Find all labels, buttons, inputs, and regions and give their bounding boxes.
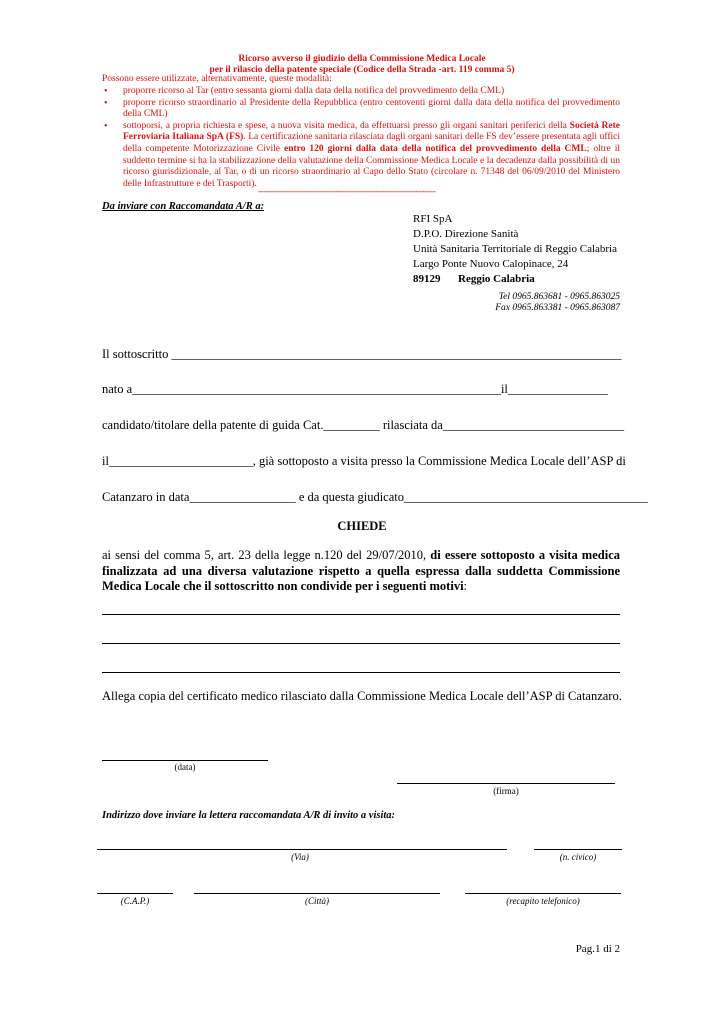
- judgment-field[interactable]: Catanzaro in data_________________ e da questa giudicato_______________________________________: [102, 490, 648, 504]
- bullet-icon: •: [104, 97, 108, 109]
- recipient-cap: 89129: [413, 273, 441, 285]
- send-to-label: Da inviare con Raccomandata A/R a:: [102, 201, 265, 212]
- list-item: • proporre ricorso straordinario al Presidente della Repubblica (entro centoventi giorni dalla data della notifica del provvedimento della CML): [104, 97, 620, 120]
- cap-caption: (C.A.P.): [120, 896, 150, 906]
- city-caption: (Città): [305, 896, 329, 906]
- city-line[interactable]: [194, 893, 440, 894]
- attachment-note: Allega copia del certificato medico rilasciato dalla Commissione Medica Locale dell’ASP di Catanzaro.: [102, 689, 622, 703]
- phone-numbers: Tel 0965.863681 - 0965.863025: [498, 292, 620, 302]
- recipient-dept: D.P.O. Direzione Sanità: [413, 228, 519, 240]
- options-list: [104, 86, 620, 190]
- phone-line[interactable]: [465, 893, 621, 894]
- date-signature-line[interactable]: [102, 760, 268, 761]
- bullet-icon: •: [104, 120, 108, 132]
- list-item: • proporre ricorso al Tar (entro sessanta giorni dalla data della notifica del provvedimento della CML): [104, 86, 505, 97]
- birthplace-field[interactable]: nato a___________________________________________________________il________________: [102, 382, 608, 396]
- street-caption: (Via): [291, 852, 309, 862]
- sottoscritto-field[interactable]: Il sottoscritto ________________________________________________________________________: [102, 347, 622, 361]
- visit-date-field[interactable]: il_______________________, già sottoposto a visita presso la Commissione Medica Locale dell’ASP di: [102, 454, 626, 468]
- phone-caption: (recapito telefonico): [506, 896, 580, 906]
- license-field[interactable]: candidato/titolare della patente di guida Cat._________ rilasciata da_____________________________: [102, 418, 625, 432]
- bullet-icon: •: [104, 86, 108, 97]
- reason-line-2[interactable]: [102, 643, 620, 644]
- doc-title-line2: per il rilascio della patente speciale (Codice della Strada -art. 119 comma 5): [209, 65, 515, 75]
- fax-numbers: Fax 0965.863381 - 0965.863087: [495, 303, 620, 313]
- date-caption: (data): [174, 762, 196, 772]
- section-heading: CHIEDE: [337, 519, 387, 533]
- street-line[interactable]: [97, 849, 507, 850]
- address-section-title: Indirizzo dove inviare la lettera raccomandata A/R di invito a visita:: [102, 810, 396, 821]
- request-paragraph: ai sensi del comma 5, art. 23 della legge n.120 del 29/07/2010, di essere sottoposto a visita medica finalizzata ad una diversa valutazione rispetto a quella espressa dalla suddetta Commissione Medica Locale che il sottoscritto non condivide per i seguenti motivi:: [102, 548, 620, 593]
- recipient-name: RFI SpA: [413, 213, 453, 225]
- signature-line[interactable]: [397, 783, 615, 784]
- recipient-street: Largo Ponte Nuovo Calopinace, 24: [413, 258, 569, 270]
- intro-text: Possono essere utilizzate, alternativamente, queste modalità:: [102, 74, 332, 84]
- civic-number-caption: (n. civico): [559, 852, 597, 862]
- reason-line-1[interactable]: [102, 614, 620, 615]
- separator: --------------------------------------------------------------: [258, 187, 436, 197]
- signature-caption: (firma): [493, 786, 519, 796]
- doc-title-line1: Ricorso avverso il giudizio della Commissione Medica Locale: [238, 54, 486, 64]
- recipient-unit: Unità Sanitaria Territoriale di Reggio Calabria: [413, 243, 617, 255]
- page-number: Pag.1 di 2: [575, 943, 620, 955]
- list-item: • sottoporsi, a propria richiesta e spese, a nuova visita medica, da effettuarsi presso gli organi sanitari periferici della Società Rete Ferroviaria Italiana SpA (FS). La certificazione sanitaria rilasciata dagli organi sanitari delle FS dev’essere presentata agli uffici della competente Motorizzazione Civile entro 120 giorni dalla data della notifica del provvedimento della CML; oltre il suddetto termine si ha la stabilizzazione della valutazione della Commissione Medica Locale e la decadenza dalla possibilità di un ricorso giurisdizionale, al Tar, o di un ricorso straordinario al Capo dello Stato (circolare n. 71348 del 06/09/2010 del Ministero delle Infrastrutture e dei Trasporti).: [104, 120, 621, 189]
- cap-line[interactable]: [97, 893, 173, 894]
- reason-line-3[interactable]: [102, 672, 620, 673]
- civic-number-line[interactable]: [534, 849, 622, 850]
- recipient-city: Reggio Calabria: [458, 273, 535, 285]
